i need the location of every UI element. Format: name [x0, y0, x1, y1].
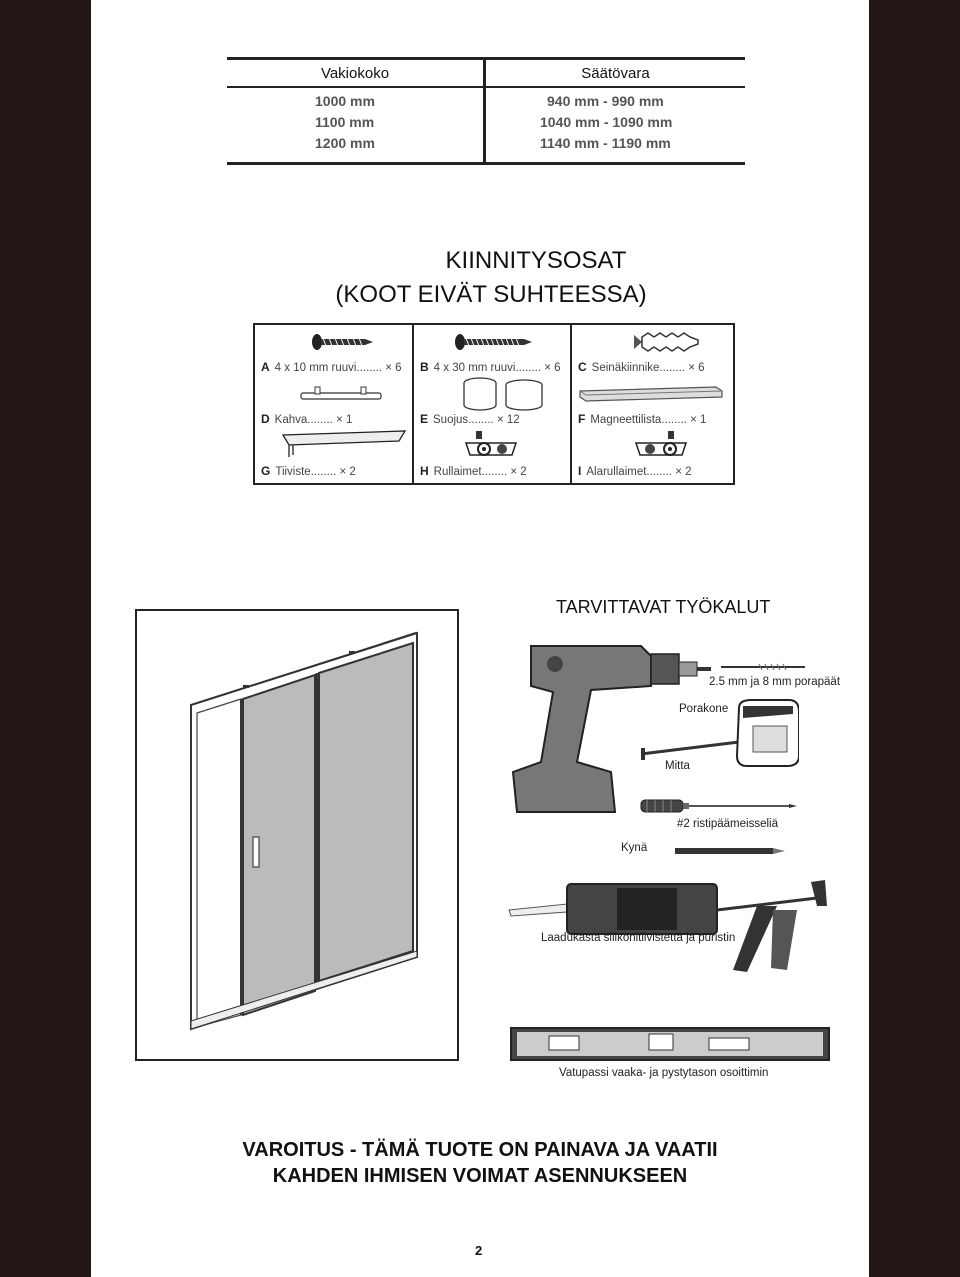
- magnetic-strip-icon: [576, 381, 726, 405]
- parts-grid: [253, 323, 735, 485]
- part-f-label: F Magneettilista........ × 1: [578, 412, 707, 426]
- pencil-icon: [673, 846, 787, 856]
- warning-line1: VAROITUS - TÄMÄ TUOTE ON PAINAVA JA VAATII: [242, 1139, 718, 1161]
- manual-page: [91, 0, 869, 1277]
- handle-icon: [299, 381, 383, 405]
- tools-title: TARVITTAVAT TYÖKALUT: [556, 597, 771, 617]
- table-rule-bottom: [227, 162, 745, 165]
- part-c-label: C Seinäkiinnike........ × 6: [578, 360, 705, 374]
- part-c: [572, 325, 730, 377]
- part-d: [255, 377, 413, 429]
- sliding-door-drawing: [137, 611, 457, 1059]
- caulking-gun-icon: [507, 876, 837, 976]
- table-rule-top: [227, 57, 745, 60]
- part-i: [572, 429, 730, 481]
- cover-cap-icon: [460, 375, 550, 413]
- part-b-label: B 4 x 30 mm ruuvi........ × 6: [420, 360, 561, 374]
- drill-bits-label: 2.5 mm ja 8 mm porapäät: [709, 676, 841, 688]
- part-h-label: H Rullaimet........ × 2: [420, 464, 527, 478]
- size-standard-3: 1200 mm: [315, 135, 375, 151]
- warning-text: [91, 1137, 869, 1189]
- col-header-range: Säätövara: [581, 65, 650, 82]
- size-range-2: 1040 mm - 1090 mm: [540, 114, 673, 130]
- part-b: [414, 325, 572, 377]
- wall-plug-icon: [632, 331, 704, 353]
- seal-strip-icon: [279, 429, 409, 459]
- part-i-label: I Alarullaimet........ × 2: [578, 464, 692, 478]
- part-a-label: A 4 x 10 mm ruuvi........ × 6: [261, 360, 402, 374]
- col-header-standard: Vakiokoko: [320, 65, 390, 82]
- part-g: [255, 429, 413, 481]
- level-label: Vatupassi vaaka- ja pystytason osoittimin: [559, 1067, 769, 1079]
- size-range-1: 940 mm - 990 mm: [547, 93, 664, 109]
- pencil-label: Kynä: [621, 842, 648, 854]
- size-table: [227, 57, 745, 165]
- silicone-label: Laadukasta silikonitiivistettä ja puristin: [541, 932, 736, 944]
- door-diagram-frame: [135, 609, 459, 1061]
- warning-line2: KAHDEN IHMISEN VOIMAT ASENNUKSEEN: [272, 1165, 688, 1187]
- bottom-roller-icon: [632, 429, 692, 461]
- part-g-label: G Tiiviste........ × 2: [261, 464, 356, 478]
- screwdriver-icon: [639, 796, 799, 816]
- part-e-label: E Suojus........ × 12: [420, 412, 520, 426]
- short-screw-icon: [311, 333, 375, 351]
- part-d-label: D Kahva........ × 1: [261, 412, 353, 426]
- tape-label: Mitta: [665, 760, 690, 772]
- part-f: [572, 377, 730, 429]
- tape-measure-icon: [639, 698, 799, 768]
- size-standard-1: 1000 mm: [315, 93, 375, 109]
- size-range-3: 1140 mm - 1190 mm: [540, 135, 671, 151]
- long-screw-icon: [454, 333, 534, 351]
- spirit-level-icon: [509, 1024, 833, 1064]
- screwdriver-label: #2 ristipäämeisseliä: [677, 818, 778, 830]
- parts-title-line2: (KOOT EIVÄT SUHTEESSA): [335, 281, 647, 308]
- roller-icon: [462, 429, 522, 461]
- size-standard-2: 1100 mm: [315, 114, 375, 130]
- page-number: 2: [475, 1243, 483, 1258]
- parts-title: [91, 244, 869, 312]
- table-rule-header: [227, 86, 745, 88]
- part-a: [255, 325, 413, 377]
- part-h: [414, 429, 572, 481]
- parts-title-line1: KIINNITYSOSAT: [445, 247, 627, 274]
- part-e: [414, 377, 572, 429]
- drill-bit-icon: [719, 662, 809, 672]
- drill-label: Porakone: [679, 703, 729, 715]
